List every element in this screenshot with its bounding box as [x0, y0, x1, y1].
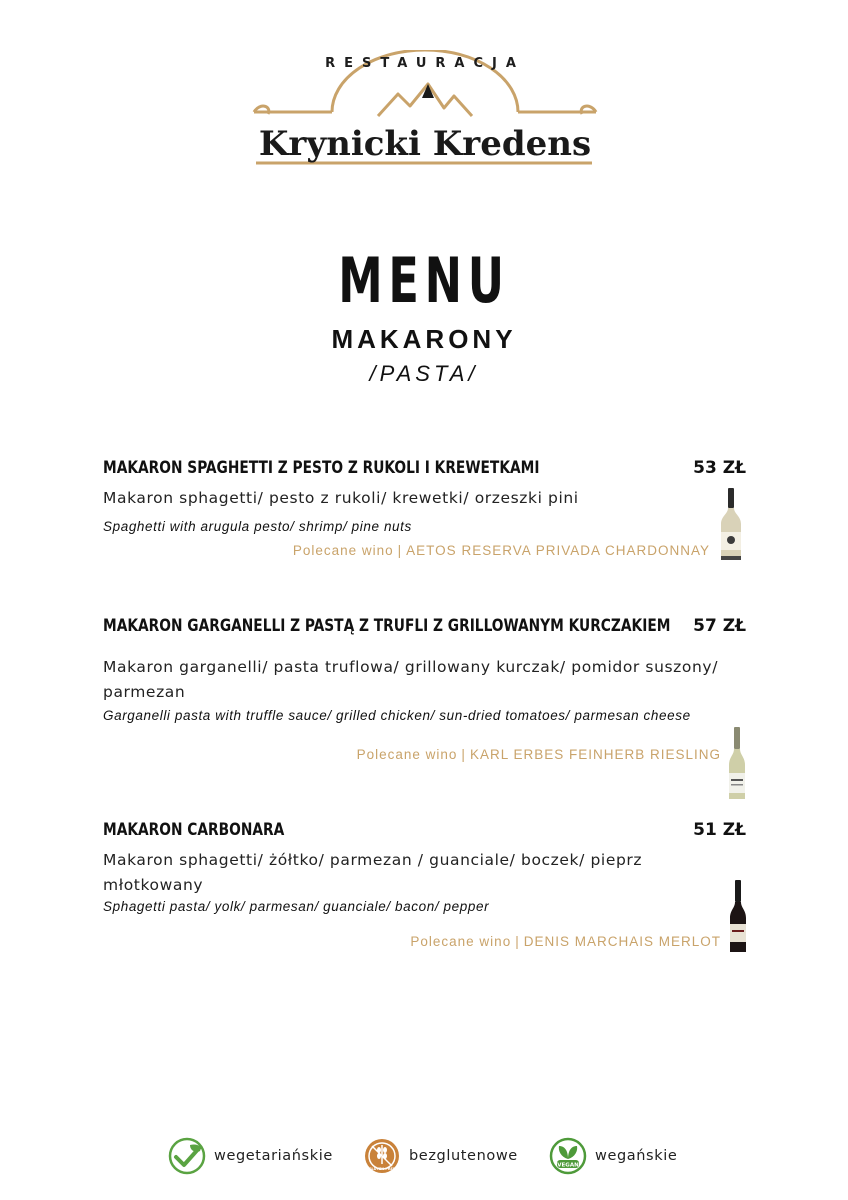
- menu-item-price: 53 ZŁ: [693, 458, 746, 478]
- wine-name: KARL ERBES FEINHERB RIESLING: [469, 747, 721, 762]
- gluten-free-badge-text: GLUTEN FREE: [368, 1167, 396, 1171]
- wine-name: DENIS MARCHAIS MERLOT: [523, 934, 721, 949]
- wine-separator: |: [461, 747, 466, 762]
- legend-label: wegetariańskie: [214, 1148, 333, 1164]
- menu-item-description-en: Garganelli pasta with truffle sauce/ grilled chicken/ sun-dried tomatoes/ parmesan cheese: [103, 708, 691, 723]
- vegan-badge-text: VEGAN: [557, 1162, 579, 1169]
- logo-name: Krynicki Kredens: [258, 124, 592, 164]
- menu-item-description: Makaron sphagetti/ żółtko/ parmezan / guanciale/ boczek/ pieprz młotkowany: [103, 851, 643, 894]
- restaurant-logo: [250, 50, 600, 175]
- legend-label: bezglutenowe: [409, 1148, 518, 1164]
- page-title: MENU: [338, 244, 510, 317]
- vegetarian-icon: [168, 1137, 206, 1175]
- wine-separator: |: [397, 543, 403, 558]
- red-wine-bottle-icon: [728, 880, 748, 954]
- wine-recommendation: [357, 747, 721, 762]
- wine-prefix: Polecane wino: [292, 543, 394, 558]
- legend-vegetarian: [168, 1137, 333, 1175]
- menu-item-price: 51 ZŁ: [693, 820, 746, 840]
- menu-item-description-en: Spaghetti with arugula pesto/ shrimp/ pine nuts: [103, 519, 412, 534]
- legend-label: wegańskie: [595, 1148, 678, 1164]
- wine-recommendation: [410, 934, 721, 949]
- section-subtitle: /PASTA/: [369, 361, 479, 386]
- menu-item-name: MAKARON CARBONARA: [103, 820, 285, 840]
- menu-item-price: 57 ZŁ: [693, 616, 746, 636]
- legend-vegan: [549, 1137, 677, 1175]
- wine-prefix: Polecane wino: [356, 747, 458, 762]
- wine-prefix: Polecane wino: [410, 934, 512, 949]
- menu-item-description: Makaron sphagetti/ pesto z rukoli/ krewetki/ orzeszki pini: [103, 489, 579, 507]
- menu-item-name: MAKARON GARGANELLI Z PASTĄ Z TRUFLI Z GRILLOWANYM KURCZAKIEM: [103, 616, 671, 636]
- vegan-icon: [549, 1137, 587, 1175]
- legend-gluten-free: [363, 1137, 518, 1175]
- white-wine-bottle-icon: [727, 727, 747, 801]
- wine-recommendation: [293, 543, 710, 558]
- wine-separator: |: [515, 934, 520, 949]
- menu-item-description: Makaron garganelli/ pasta truflowa/ grillowany kurczak/ pomidor suszony/ parmezan: [103, 658, 719, 701]
- section-title: MAKARONY: [331, 324, 517, 354]
- wine-name: AETOS RESERVA PRIVADA CHARDONNAY: [406, 543, 710, 558]
- logo-subtitle: RESTAURACJA: [325, 56, 525, 71]
- menu-item-description-en: Sphagetti pasta/ yolk/ parmesan/ guanciale/ bacon/ pepper: [103, 899, 490, 914]
- white-wine-bottle-icon: [719, 488, 743, 562]
- gluten-free-icon: [363, 1137, 401, 1175]
- menu-item-name: MAKARON SPAGHETTI Z PESTO Z RUKOLI I KREWETKAMI: [103, 458, 540, 478]
